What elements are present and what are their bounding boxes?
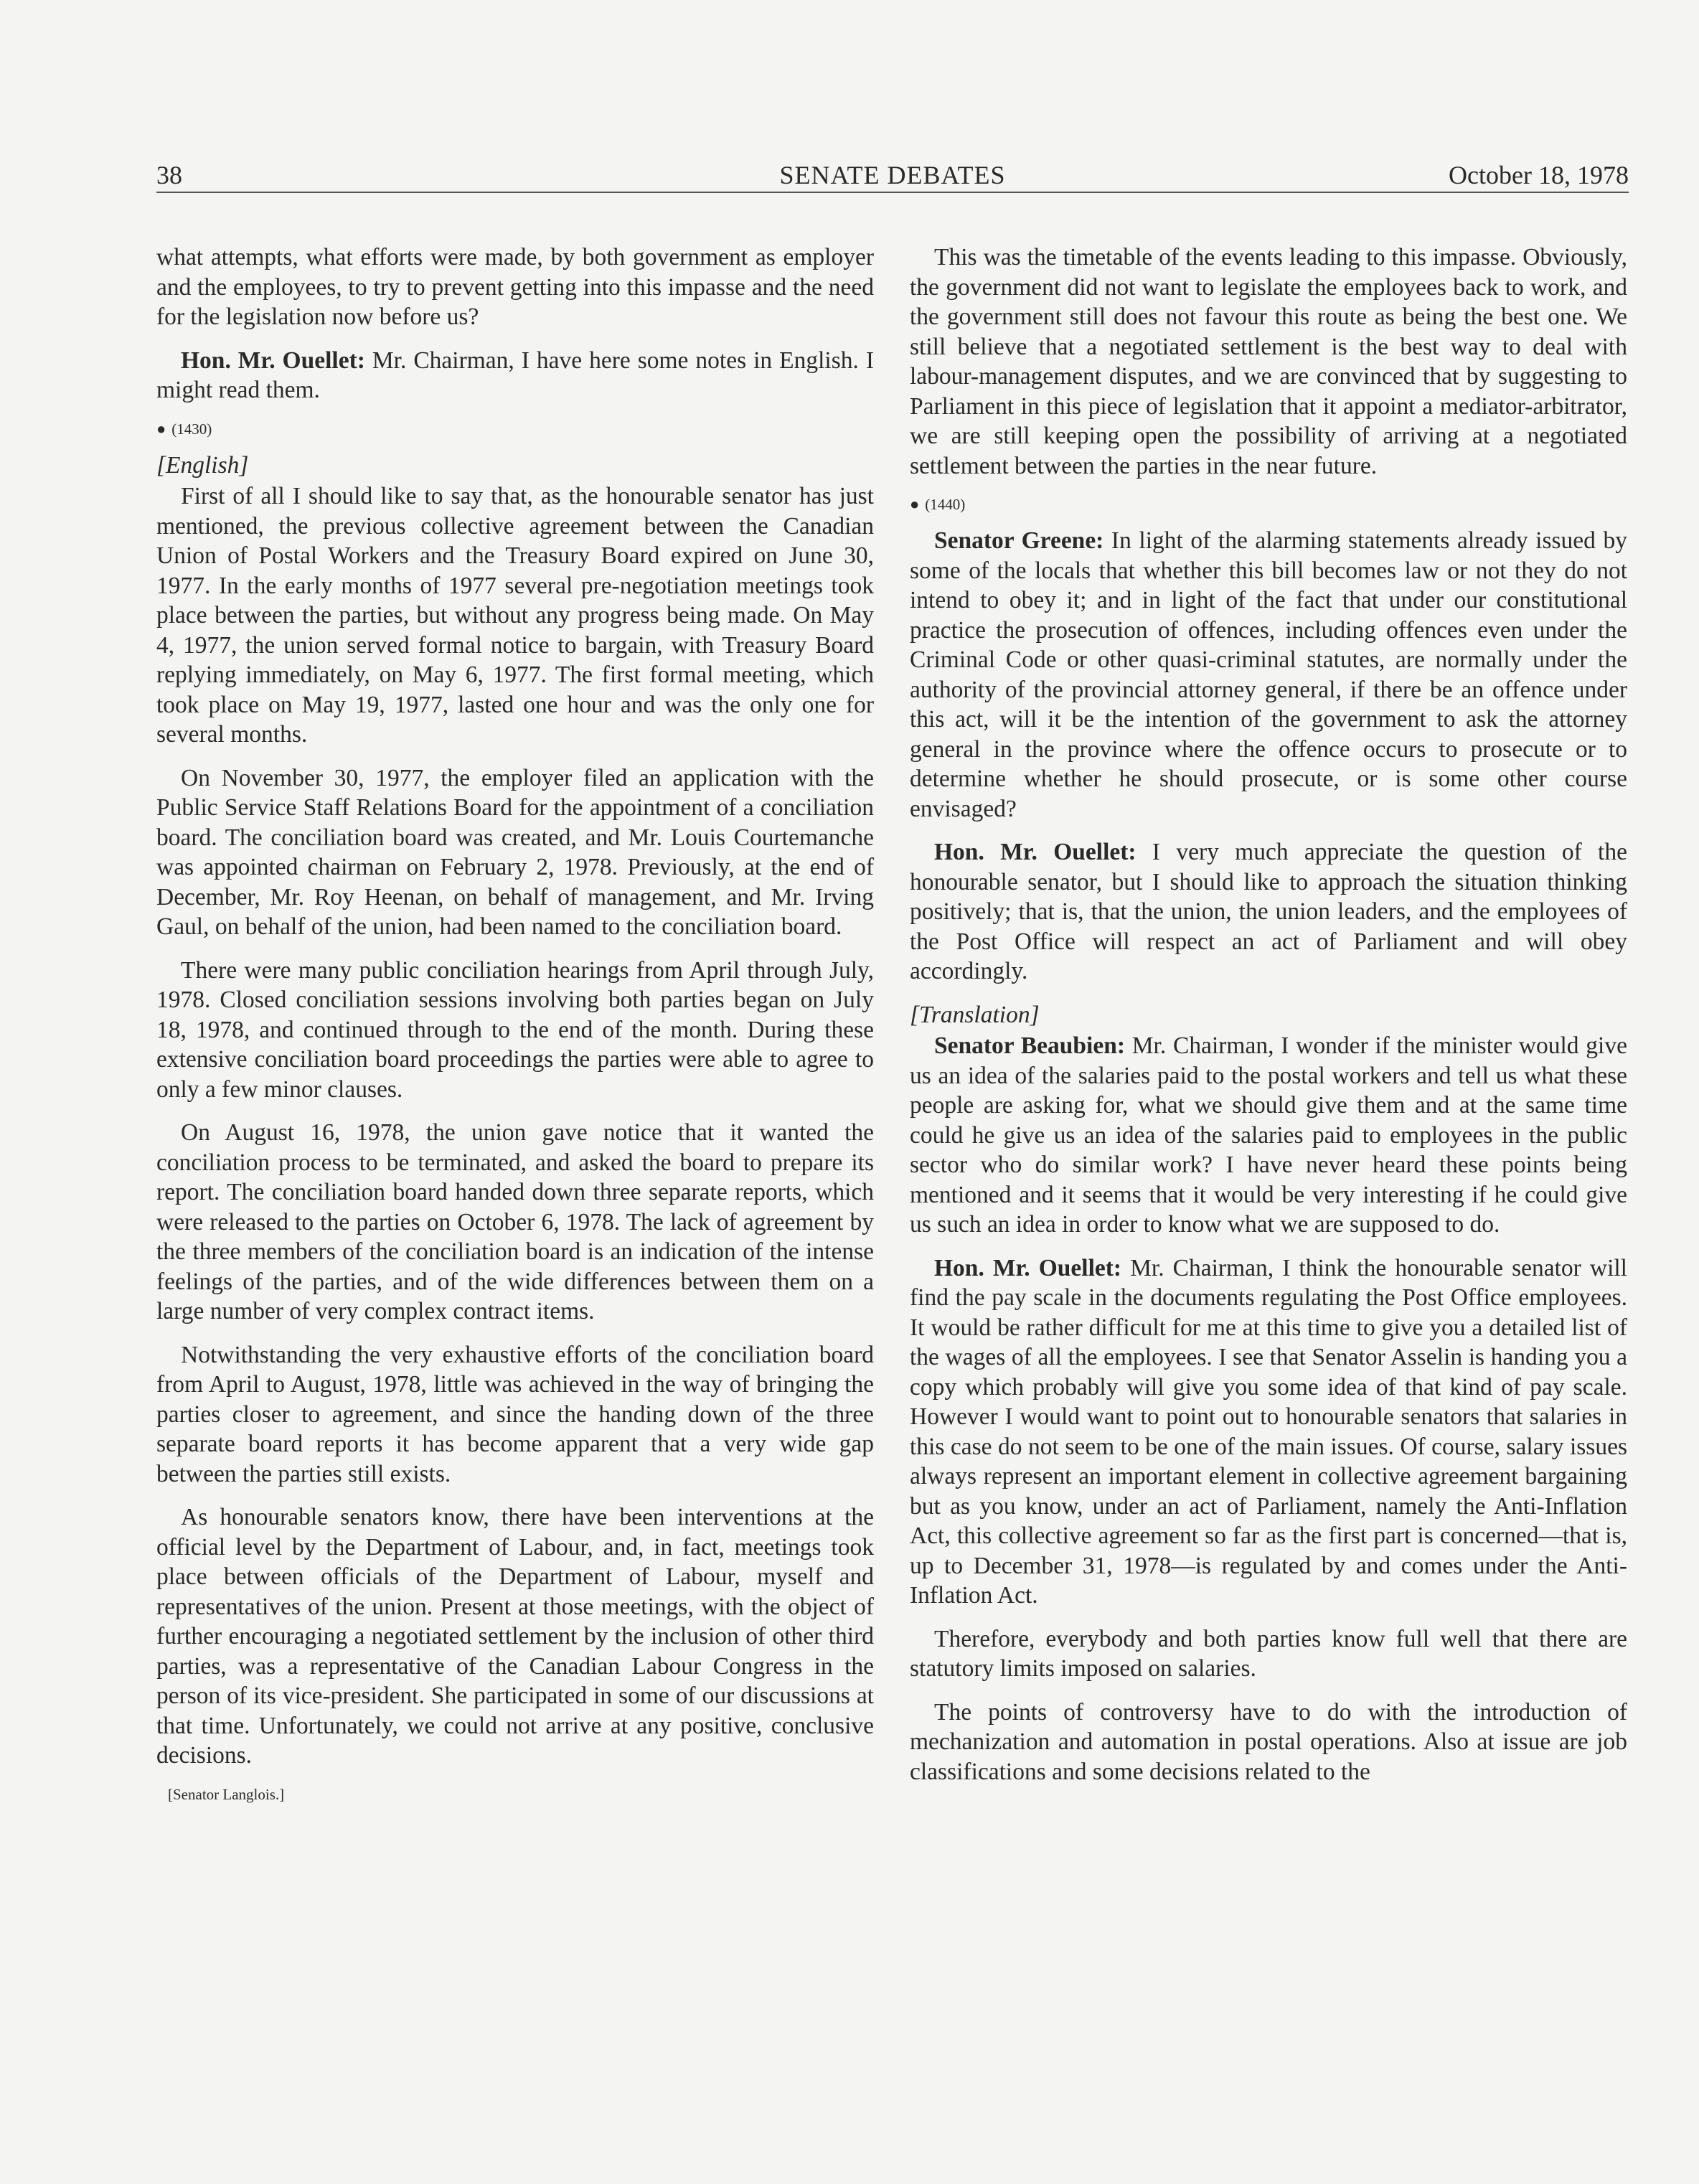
publication-title: SENATE DEBATES (779, 161, 1006, 189)
speech-text: I very much appreciate the question of the honourable senator, but I should like to approach the situation thinking positively; that is, that the union, the union leaders, and the employees of the Post Office will respect an act of Parliament and will obey accordingly. (910, 839, 1627, 984)
speaker-name: Hon. Mr. Ouellet: (181, 347, 365, 374)
paragraph: Therefore, everybody and both parties know full well that there are statutory limits imposed on salaries. (910, 1625, 1627, 1682)
time-marker-label: (1440) (925, 496, 966, 513)
speaker-name: Senator Beaubien: (934, 1032, 1125, 1059)
time-marker (910, 494, 1627, 514)
paragraph: The points of controversy have to do with the introduction of mechanization and automation in postal operations. Also at issue are job classifications and some decisions related to the (910, 1698, 1627, 1785)
speech-text: Mr. Chairman, I wonder if the minister would give us an idea of the salaries paid to the postal workers and tell us what these people are asking for, what we should give them and at the same time could he give us an idea of the salaries paid to employees in the public sector who do similar work? I have never heard these points being mentioned and it seems that it would be very interesting if he could give us such an idea in order to know what we are supposed to do. (910, 1032, 1627, 1238)
speaker-name: Senator Greene: (934, 527, 1104, 554)
speech-text: Mr. Chairman, I have here some notes in English. I might read them. (156, 347, 874, 403)
speaker-name: Hon. Mr. Ouellet: (934, 839, 1136, 865)
speaker-name: Hon. Mr. Ouellet: (934, 1254, 1122, 1281)
issue-date: October 18, 1978 (1449, 161, 1629, 189)
header-rule (156, 192, 1629, 193)
bullet-icon: ● (156, 419, 166, 438)
speech-paragraph (910, 1031, 1627, 1240)
speaker-footnote: [Senator Langlois.] (168, 1785, 285, 1803)
time-marker-label: (1430) (171, 420, 212, 438)
paragraph: This was the timetable of the events leading to this impasse. Obviously, the government did not want to legislate the employees back to work, and the government still does not favour this route as being the best one. We still believe that a negotiated settlement is the best way to deal with labour-management disputes, and we are convinced that by suggesting to Parliament in this piece of legislation that it appoint a mediator-arbitrator, we are still keeping open the possibility of arriving at a negotiated settlement between the parties in the near future. (910, 244, 1627, 479)
language-label: [Translation] (910, 1001, 1040, 1028)
left-column (156, 243, 874, 1804)
language-label: [English] (156, 451, 249, 479)
page-number: 38 (156, 161, 182, 189)
speech-text: In light of the alarming statements already issued by some of the locals that whether this bill becomes law or not they do not intend to obey it; and in light of the fact that under our constitutional practice the prosecution of offences, including offences even under the Criminal Code or other quasi-criminal statutes, are normally under the authority of the provincial attorney general, if there be an offence under this act, will it be the intention of the government to ask the attorney general in the province where the offence occurs to prosecute or to determine whether he should prosecute, or is some other course envisaged? (910, 527, 1627, 822)
paragraph: On August 16, 1978, the union gave notice that it wanted the conciliation process to be terminated, and asked the board to prepare its report. The conciliation board handed down three separate reports, which were released to the parties on October 6, 1978. The lack of agreement by the three members of the conciliation board is an indication of the intense feelings of the parties, and of the wide differences between them on a large number of very complex contract items. (156, 1119, 874, 1324)
time-marker (156, 419, 874, 439)
speech-paragraph (910, 837, 1627, 987)
paragraph: First of all I should like to say that, as the honourable senator has just mentioned, the previous collective agreement between the Canadian Union of Postal Workers and the Treasury Board expired on June 30, 1977. In the early months of 1977 several pre-negotiation meetings took place between the parties, but without any progress being made. On May 4, 1977, the union served formal notice to bargain, with Treasury Board replying immediately, on May 6, 1977. The first formal meeting, which took place on May 19, 1977, lasted one hour and was the only one for several months. (156, 483, 874, 748)
paragraph: There were many public conciliation hearings from April through July, 1978. Closed conciliation sessions involving both parties began on July 18, 1978, and continued through to the end of the month. During these extensive conciliation board proceedings the parties were able to agree to only a few minor clauses. (156, 956, 874, 1103)
page-header (156, 159, 1629, 195)
right-column (910, 243, 1627, 1800)
paragraph: As honourable senators know, there have been interventions at the official level by the Department of Labour, and, in fact, meetings took place between officials of the Department of Labour, myself and representatives of the union. Present at those meetings, with the object of further encouraging a negotiated settlement by the inclusion of other third parties, was a representative of the Canadian Labour Congress in the person of its vice-president. She participated in some of our discussions at that time. Unfortunately, we could not arrive at any positive, conclusive decisions. (156, 1504, 874, 1769)
bullet-icon: ● (910, 495, 920, 513)
speech-paragraph (156, 346, 874, 405)
speech-paragraph (910, 526, 1627, 824)
paragraph: what attempts, what efforts were made, by both government as employer and the employees, to try to prevent getting into this impasse and the need for the legislation now before us? (156, 244, 874, 330)
paragraph: On November 30, 1977, the employer filed an application with the Public Service Staff Relations Board for the appointment of a conciliation board. The conciliation board was created, and Mr. Louis Courtemanche was appointed chairman on February 2, 1978. Previously, at the end of December, Mr. Roy Heenan, on behalf of management, and Mr. Irving Gaul, on behalf of the union, had been named to the conciliation board. (156, 764, 874, 940)
speech-text: Mr. Chairman, I think the honourable senator will find the pay scale in the documents regulating the Post Office employees. It would be rather difficult for me at this time to give you a detailed list of the wages of all the employees. I see that Senator Asselin is handing you a copy which probably will give you some idea of that kind of pay scale. However I would want to point out to honourable senators that salaries in this case do not seem to be one of the main issues. Of course, salary issues always represent an important element in collective agreement bargaining but as you know, under an act of Parliament, namely the Anti-Inflation Act, this collective agreement so far as the first part is concerned—that is, up to December 31, 1978—is regulated by and comes under the Anti-Inflation Act. (910, 1254, 1627, 1609)
speech-paragraph (910, 1253, 1627, 1611)
paragraph: Notwithstanding the very exhaustive efforts of the conciliation board from April to August, 1978, little was achieved in the way of bringing the parties closer to agreement, and since the handing down of the three separate board reports it has become apparent that a very wide gap between the parties still exists. (156, 1341, 874, 1487)
